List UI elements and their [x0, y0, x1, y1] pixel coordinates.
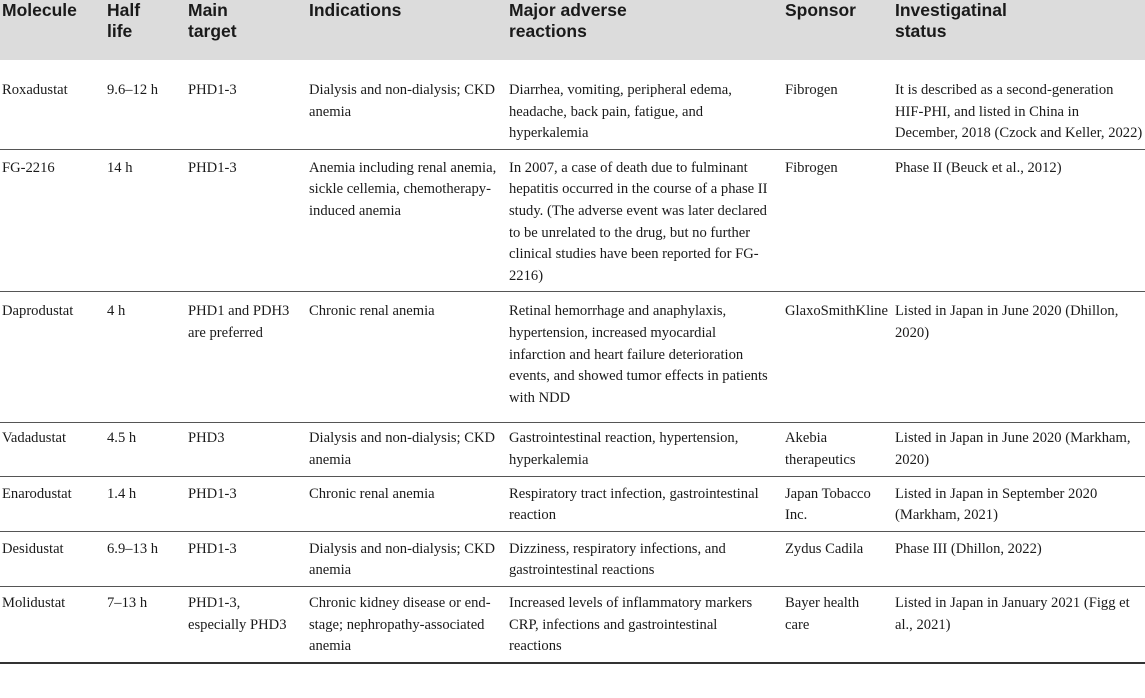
- cell-main-target: PHD1-3: [186, 149, 307, 292]
- table-row: [0, 476, 1145, 531]
- cell-indications: Chronic renal anemia: [307, 476, 507, 531]
- cell-main-target: PHD3: [186, 423, 307, 476]
- cell-indications: Dialysis and non-dialysis; CKD anemia: [307, 531, 507, 586]
- cell-sponsor: Akebia therapeutics: [783, 423, 893, 476]
- cell-half-life: 6.9–13 h: [105, 531, 186, 586]
- cell-sponsor: Zydus Cadila: [783, 531, 893, 586]
- cell-molecule: Roxadustat: [0, 60, 105, 149]
- cell-half-life: 4.5 h: [105, 423, 186, 476]
- cell-status: Phase III (Dhillon, 2022): [893, 531, 1145, 586]
- cell-adverse-reactions: Gastrointestinal reaction, hypertension, hyperkalemia: [507, 423, 783, 476]
- cell-adverse-reactions: Diarrhea, vomiting, peripheral edema, headache, back pain, fatigue, and hyperkalemia: [507, 60, 783, 149]
- table-row: [0, 292, 1145, 423]
- cell-molecule: Desidustat: [0, 531, 105, 586]
- cell-main-target: PHD1 and PDH3 are preferred: [186, 292, 307, 423]
- header-row: [0, 0, 1145, 60]
- header-sponsor: Sponsor: [783, 0, 893, 60]
- header-molecule: Molecule: [0, 0, 105, 60]
- cell-half-life: 4 h: [105, 292, 186, 423]
- cell-adverse-reactions: In 2007, a case of death due to fulminant hepatitis occurred in the course of a phase II study. (The adverse event was later declared to be unrelated to the drug, but no further clinical studies have been reported for FG-2216): [507, 149, 783, 292]
- cell-sponsor: Bayer health care: [783, 586, 893, 662]
- cell-status: Listed in Japan in January 2021 (Figg et al., 2021): [893, 586, 1145, 662]
- table-row: [0, 423, 1145, 476]
- cell-half-life: 1.4 h: [105, 476, 186, 531]
- table-header: [0, 0, 1145, 60]
- cell-indications: Anemia including renal anemia, sickle cellemia, chemotherapy-induced anemia: [307, 149, 507, 292]
- table-row: [0, 60, 1145, 149]
- cell-adverse-reactions: Dizziness, respiratory infections, and gastrointestinal reactions: [507, 531, 783, 586]
- cell-status: Listed in Japan in June 2020 (Markham, 2020): [893, 423, 1145, 476]
- cell-status: Listed in Japan in June 2020 (Dhillon, 2020): [893, 292, 1145, 423]
- table-row: [0, 149, 1145, 292]
- cell-main-target: PHD1-3: [186, 476, 307, 531]
- cell-half-life: 7–13 h: [105, 586, 186, 662]
- table-row: [0, 531, 1145, 586]
- table-body: [0, 60, 1145, 663]
- cell-indications: Dialysis and non-dialysis; CKD anemia: [307, 423, 507, 476]
- cell-status: It is described as a second-generation HIF-PHI, and listed in China in December, 2018 (Czock and Keller, 2022): [893, 60, 1145, 149]
- header-adverse-reactions: Major adverse reactions: [507, 0, 783, 60]
- cell-main-target: PHD1-3: [186, 531, 307, 586]
- table-row: [0, 586, 1145, 662]
- cell-adverse-reactions: Respiratory tract infection, gastrointestinal reaction: [507, 476, 783, 531]
- header-status: Investigatinal status: [893, 0, 1145, 60]
- cell-status: Listed in Japan in September 2020 (Markham, 2021): [893, 476, 1145, 531]
- cell-sponsor: Fibrogen: [783, 60, 893, 149]
- cell-main-target: PHD1-3: [186, 60, 307, 149]
- cell-molecule: Molidustat: [0, 586, 105, 662]
- cell-molecule: FG-2216: [0, 149, 105, 292]
- cell-status: Phase II (Beuck et al., 2012): [893, 149, 1145, 292]
- header-indications: Indications: [307, 0, 507, 60]
- cell-half-life: 14 h: [105, 149, 186, 292]
- cell-molecule: Daprodustat: [0, 292, 105, 423]
- cell-sponsor: Japan Tobacco Inc.: [783, 476, 893, 531]
- cell-molecule: Enarodustat: [0, 476, 105, 531]
- cell-half-life: 9.6–12 h: [105, 60, 186, 149]
- header-half-life: Half life: [105, 0, 186, 60]
- header-main-target: Main target: [186, 0, 307, 60]
- cell-sponsor: Fibrogen: [783, 149, 893, 292]
- cell-adverse-reactions: Increased levels of inflammatory markers CRP, infections and gastrointestinal reactions: [507, 586, 783, 662]
- cell-indications: Chronic renal anemia: [307, 292, 507, 423]
- cell-indications: Chronic kidney disease or end-stage; nephropathy-associated anemia: [307, 586, 507, 662]
- cell-sponsor: GlaxoSmithKline: [783, 292, 893, 423]
- cell-indications: Dialysis and non-dialysis; CKD anemia: [307, 60, 507, 149]
- cell-adverse-reactions: Retinal hemorrhage and anaphylaxis, hypertension, increased myocardial infarction and heart failure deterioration events, and showed tumor effects in patients with NDD: [507, 292, 783, 423]
- cell-molecule: Vadadustat: [0, 423, 105, 476]
- cell-main-target: PHD1-3, especially PHD3: [186, 586, 307, 662]
